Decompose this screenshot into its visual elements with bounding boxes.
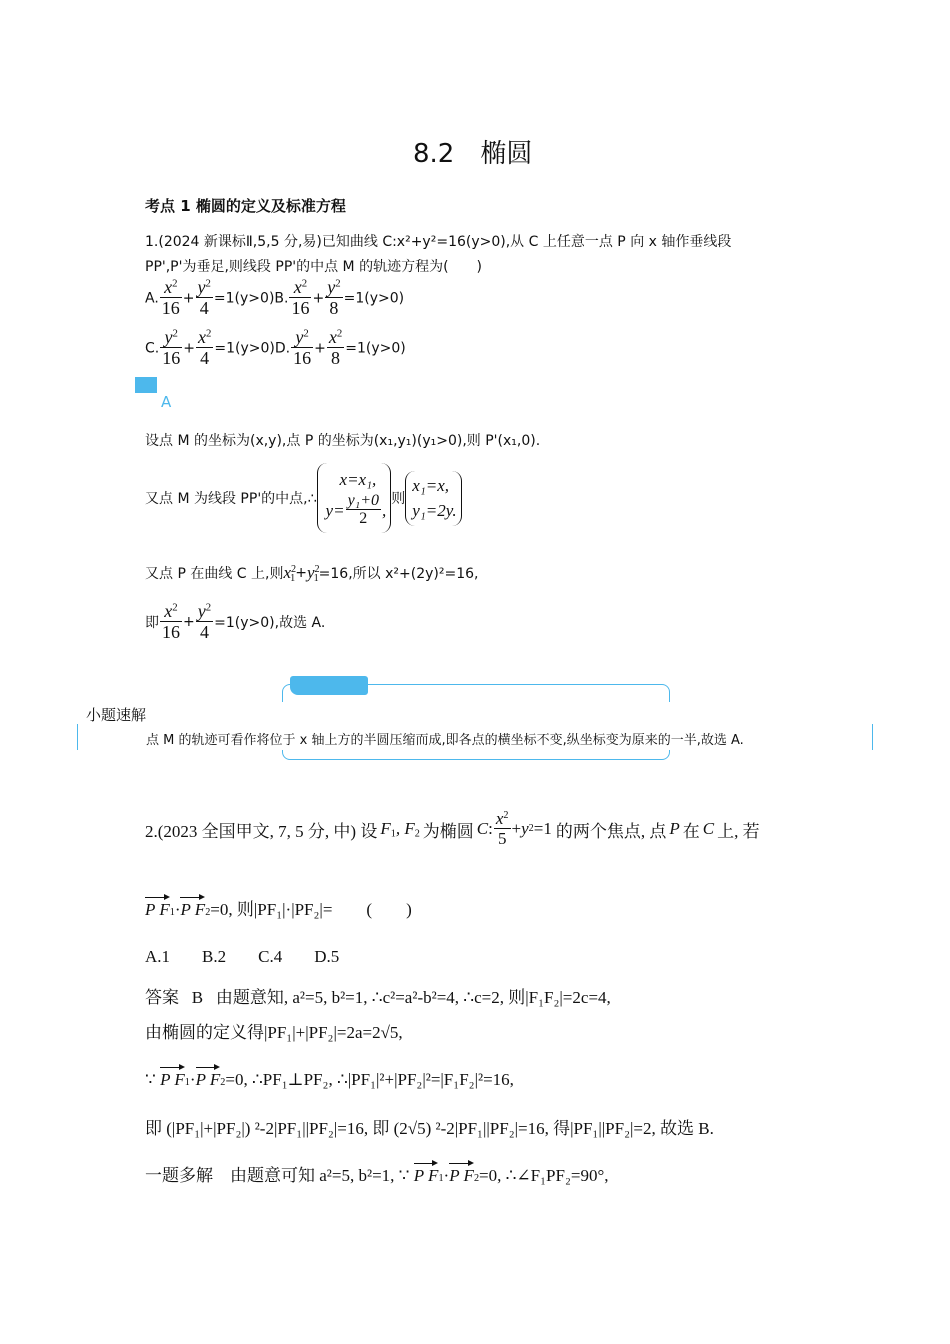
q1-options-cd: C. $\frac{y^2}{16}$ + $\frac{x^2}{4}$ =1(y>0)D. $\frac{y^2}{16}$ + $\frac{x^2}{8}$ =1(y>0) bbox=[145, 327, 406, 368]
page-title: 8.2 椭圆 bbox=[413, 139, 533, 169]
fraction: $\frac{x^2}{4}$ bbox=[197, 327, 212, 368]
section-heading: 考点 1 椭圆的定义及标准方程 bbox=[145, 197, 346, 215]
quick-solution-text: 点 M 的轨迹可看作将位于 x 轴上方的半圆压缩而成,即各点的横坐标不变,纵坐标变为原来的一半,故选 A. bbox=[146, 733, 744, 748]
q2-stem-end: 在 bbox=[682, 821, 700, 841]
fraction: $\frac{x^2}{5}$ bbox=[495, 809, 509, 848]
q1-solution-line1: 设点 M 的坐标为(x,y),点 P 的坐标为(x₁,y₁)(y₁>0),则 P'(x₁,0). bbox=[145, 433, 541, 449]
vector-pf2: P F bbox=[196, 1066, 221, 1090]
option-c-label: C. bbox=[145, 340, 160, 357]
fraction: $\frac{y^2}{4}$ bbox=[197, 601, 212, 642]
answer-letter: A bbox=[161, 393, 172, 411]
fraction bbox=[346, 493, 381, 529]
vector-pf2: P F bbox=[449, 1162, 474, 1186]
vector-pf2: P F bbox=[180, 896, 205, 920]
quick-solution-tab bbox=[290, 676, 368, 695]
fraction: $\frac{x^2}{16}$ bbox=[161, 277, 180, 318]
fraction: $\frac{x^2}{16}$ bbox=[162, 601, 180, 642]
option-end: =1(y>0) bbox=[345, 340, 406, 357]
fraction-num: y₁+0 bbox=[347, 491, 380, 509]
q1-sol2-prefix: 又点 M 为线段 PP'的中点,∴ bbox=[145, 491, 317, 507]
q1-sol4-tail: =1(y>0),故选 A. bbox=[214, 615, 326, 632]
q2-stem-prefix: 2.(2023 全国甲文, 7, 5 分, 中) 设 bbox=[145, 821, 378, 841]
math-f1-f2: $F_1$, $F_2$ bbox=[380, 819, 420, 840]
fraction: $\frac{y^2}{16}$ bbox=[293, 327, 312, 368]
q2-option-d: D.5 bbox=[314, 947, 340, 966]
q2-stem-post: 的两个焦点, 点 bbox=[555, 821, 667, 841]
q1-sol3-tail: =16,所以 x²+(2y)²=16, bbox=[318, 566, 479, 582]
fraction-den: 2 bbox=[359, 510, 368, 528]
quick-solution-label: 小题速解 bbox=[86, 706, 147, 724]
q2-line5-tail: =0, ∴∠F₁PF₂=90°, bbox=[479, 1166, 609, 1185]
vector-pf1: P F bbox=[414, 1162, 439, 1186]
option-b-label: =1(y>0)B. bbox=[213, 290, 289, 307]
vector-pf1: P F bbox=[145, 896, 170, 920]
q2-solution-line2: 由椭圆的定义得|PF₁|+|PF₂|=2a=2√5, bbox=[145, 1023, 403, 1042]
equation-system-2 bbox=[405, 471, 461, 526]
fraction: $\frac{x^2}{16}$ bbox=[291, 277, 310, 318]
option-end: =1(y>0) bbox=[343, 290, 405, 307]
q2-condition: P F 1 · P F 2 =0, 则|PF₁|·|PF₂|= ( ) bbox=[145, 895, 412, 920]
fraction: $\frac{x^2}{8}$ bbox=[328, 327, 343, 368]
option-d-label: =1(y>0)D. bbox=[214, 340, 291, 357]
answer-value: B bbox=[191, 988, 204, 1007]
system1-row2-left: y= bbox=[325, 501, 345, 520]
system1-row1: x=x₁, bbox=[339, 470, 377, 490]
q2-stem-mid: 为椭圆 bbox=[422, 821, 474, 841]
q2-solution-line4: 即 (|PF₁|+|PF₂|) ²-2|PF₁||PF₂|=16, 即 (2√5) ²-2|PF₁||PF₂|=16, 得|PF₁||PF₂|=2, 故选 B. bbox=[145, 1119, 714, 1138]
right-divider bbox=[872, 724, 873, 750]
math-x1-squared: $x^2_1$ bbox=[283, 563, 297, 584]
answer-text: 由题意知, a²=5, b²=1, ∴c²=a²-b²=4, ∴c=2, 则|F₁F₂|=2c=4, bbox=[215, 988, 611, 1007]
system1-row2: y= $\frac{\text{y₁+0}}{2}$ , bbox=[325, 491, 387, 528]
answer-label: 答案 bbox=[145, 988, 179, 1007]
q2-line5-prefix: 一题多解 由题意可知 a²=5, b²=1, ∵ bbox=[145, 1166, 410, 1185]
q2-solution-line3: ∵ P F 1 · P F 2 =0, ∴PF₁⊥PF₂, ∴|PF₁|²+|PF₂|²=|F₁F₂|²=16, bbox=[145, 1066, 514, 1090]
q1-stem-line2: PP',P'为垂足,则线段 PP'的中点 M 的轨迹方程为( ) bbox=[145, 259, 483, 275]
q2-options bbox=[145, 947, 339, 967]
system2-row1: x₁=x, bbox=[412, 475, 450, 495]
system2-row2: y₁=2y. bbox=[412, 501, 457, 520]
q1-solution-line2 bbox=[145, 460, 462, 536]
q1-stem-line1: 1.(2024 新课标Ⅱ,5,5 分,易)已知曲线 C:x²+y²=16(y>0),从 C 上任意一点 P 向 x 轴作垂线段 bbox=[145, 234, 732, 250]
q2-option-b: B.2 bbox=[202, 947, 227, 966]
q2-option-c: C.4 bbox=[258, 947, 283, 966]
fraction: $\frac{y^2}{16}$ bbox=[162, 327, 181, 368]
option-a-label: A. bbox=[145, 290, 159, 307]
math-y1-squared: $y^2_1$ bbox=[306, 563, 320, 584]
q1-sol3-text: 又点 P 在曲线 C 上,则 bbox=[145, 566, 284, 582]
q1-solution-line3: 又点 P 在曲线 C 上,则 $x^2_1$ + $y^2_1$ =16,所以 x²+(2y)²=16, bbox=[145, 563, 479, 584]
q1-sol2-mid: 则 bbox=[391, 491, 406, 507]
q2-solution-line5: 一题多解 由题意可知 a²=5, b²=1, ∵ P F 1 · P F 2 =0, ∴∠F₁PF₂=90°, bbox=[145, 1161, 609, 1186]
q2-line3-tail: =0, ∴PF₁⊥PF₂, ∴|PF₁|²+|PF₂|²=|F₁F₂|²=16, bbox=[225, 1070, 514, 1089]
q2-answer-line bbox=[145, 983, 611, 1008]
q1-solution-line4: 即 $\frac{x^2}{16}$ + $\frac{y^2}{4}$ =1(y>0),故选 A. bbox=[145, 601, 326, 642]
math-c: C bbox=[702, 819, 715, 839]
left-divider bbox=[77, 724, 78, 750]
q2-condition-tail: =0, 则|PF₁|·|PF₂|= ( ) bbox=[210, 900, 412, 919]
math-c: C bbox=[476, 819, 489, 839]
q1-options-ab: A. $\frac{x^2}{16}$ + $\frac{y^2}{4}$ =1(y>0)B. $\frac{x^2}{16}$ + $\frac{y^2}{8}$ =1(y>0) bbox=[145, 277, 405, 318]
fraction: $\frac{y^2}{4}$ bbox=[197, 277, 211, 318]
vector-pf1: P F bbox=[160, 1066, 185, 1090]
math-p: P bbox=[669, 819, 680, 839]
q1-sol4-prefix: 即 bbox=[145, 615, 159, 632]
q2-option-a: A.1 bbox=[145, 947, 171, 966]
fraction: $\frac{y^2}{8}$ bbox=[327, 277, 341, 318]
equation-system-1 bbox=[317, 463, 392, 533]
q2-stem-end2: 上, 若 bbox=[717, 821, 760, 841]
q2-stem: 2.(2023 全国甲文, 7, 5 分, 中) 设 $F_1$, $F_2$ 为椭圆 C : $\frac{x^2}{5}$ + y 2 =1 的两个焦点, 点 P 在 C 上, 若 bbox=[145, 809, 760, 848]
answer-tag-block bbox=[135, 377, 157, 393]
